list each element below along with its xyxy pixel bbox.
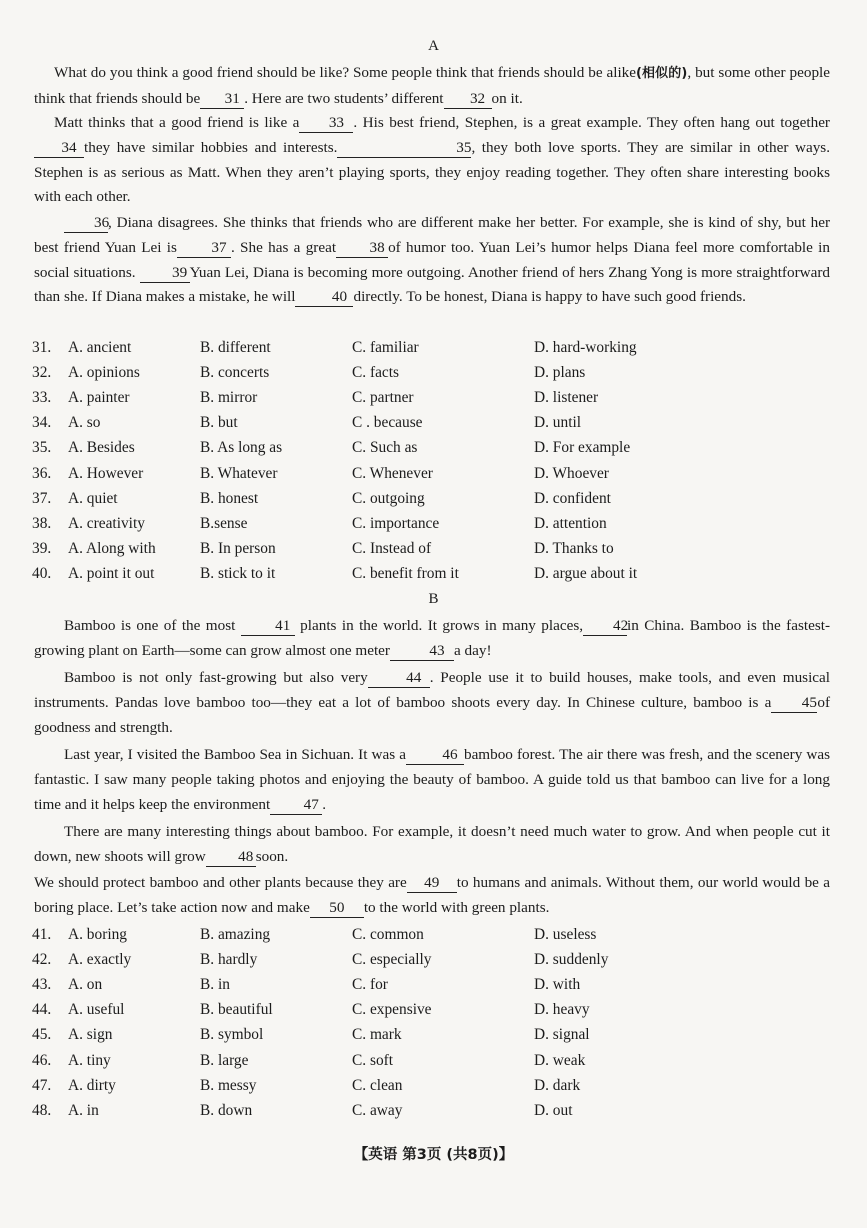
blank-42: 42 — [583, 617, 627, 636]
option-b: B. mirror — [200, 388, 258, 406]
option-row — [32, 947, 832, 972]
option-d: D. weak — [534, 1051, 586, 1069]
blank-49: 49 — [407, 874, 457, 893]
option-c: C. outgoing — [352, 489, 425, 507]
option-d: D. plans — [534, 363, 586, 381]
blank-32: 32 — [444, 90, 492, 109]
option-c: C. partner — [352, 388, 414, 406]
option-c: C. familiar — [352, 338, 419, 356]
question-number: 31. — [32, 338, 52, 356]
blank-34: 34 — [34, 139, 84, 158]
option-d: D. heavy — [534, 1001, 590, 1019]
blank-48: 48 — [206, 848, 256, 867]
question-number: 48. — [32, 1101, 52, 1119]
section-b-paragraph-4: There are many interesting things about bamboo. For example, it doesn’t need much water to grow. And when people cut it down, new shoots will grow 48 soon. — [34, 823, 830, 865]
option-d: D. signal — [534, 1026, 590, 1044]
question-number: 42. — [32, 950, 52, 968]
question-number: 40. — [32, 565, 52, 583]
question-number: 47. — [32, 1076, 52, 1094]
section-a-paragraph-2: Matt thinks that a good friend is like a 33 . His best friend, Stephen, is a great example. They often hang out together34 they have similar hobbies and interests. 35, they both love sports. They are similar in other ways. Stephen is as serious as Matt. When they aren’t playing sports, they enjoy reading together. They often share interesting books with each other. — [34, 114, 830, 206]
option-d: D. out — [534, 1101, 573, 1119]
option-row — [32, 922, 832, 947]
option-a: A. Along with — [68, 540, 156, 558]
options-table-a — [32, 335, 832, 587]
option-a: A. tiny — [68, 1051, 111, 1069]
option-d: D. listener — [534, 388, 599, 406]
option-row — [32, 972, 832, 997]
section-a-title: A — [428, 38, 439, 54]
question-number: 39. — [32, 540, 52, 558]
option-b: B. amazing — [200, 925, 271, 943]
option-d: D. hard-working — [534, 338, 637, 356]
section-b-paragraph-5: We should protect bamboo and other plants because they are 49 to humans and animals. Without them, our world would be a boring place. Let’s take action now and make 50 to the world with green plants. — [34, 874, 830, 916]
option-row — [32, 385, 832, 410]
option-a: A. useful — [68, 1001, 125, 1019]
option-row — [32, 411, 832, 436]
blank-47: 47 — [270, 796, 322, 815]
option-row — [32, 998, 832, 1023]
question-number: 35. — [32, 439, 52, 457]
question-number: 41. — [32, 925, 52, 943]
option-c: C. facts — [352, 363, 400, 381]
option-a: A. Besides — [68, 439, 135, 457]
option-row — [32, 360, 832, 385]
option-row — [32, 1098, 832, 1123]
blank-35: 35 — [337, 139, 471, 158]
option-row — [32, 335, 832, 360]
option-a: A. sign — [68, 1026, 113, 1044]
blank-40: 40 — [295, 288, 353, 307]
option-d: D. Whoever — [534, 464, 609, 482]
option-row — [32, 511, 832, 536]
blank-41: 41 — [241, 617, 295, 636]
option-c: C. especially — [352, 950, 432, 968]
option-d: D. until — [534, 414, 582, 432]
option-c: C. for — [352, 975, 388, 993]
blank-36: 36 — [64, 214, 108, 233]
option-c: C. mark — [352, 1026, 402, 1044]
blank-45: 45 — [771, 694, 817, 713]
option-c: C. Such as — [352, 439, 418, 457]
question-number: 36. — [32, 464, 52, 482]
option-row — [32, 1048, 832, 1073]
option-b: B. different — [200, 338, 271, 356]
option-b: B. As long as — [200, 439, 283, 457]
option-b: B. stick to it — [200, 565, 276, 583]
question-number: 44. — [32, 1001, 52, 1019]
option-c: C. soft — [352, 1051, 394, 1069]
option-row — [32, 486, 832, 511]
option-row — [32, 1073, 832, 1098]
option-b: B. messy — [200, 1076, 257, 1094]
blank-38: 38 — [336, 239, 388, 258]
option-row — [32, 1023, 832, 1048]
option-a: A. boring — [68, 925, 127, 943]
blank-43: 43 — [390, 642, 454, 661]
option-b: B. honest — [200, 489, 259, 507]
option-a: A. in — [68, 1101, 99, 1119]
blank-46: 46 — [406, 746, 464, 765]
option-b: B.sense — [200, 514, 248, 532]
option-c: C. Instead of — [352, 540, 432, 558]
question-number: 32. — [32, 363, 52, 381]
option-row — [32, 562, 832, 587]
section-a-paragraph-3: 36, Diana disagrees. She thinks that friends who are different make her better. For example, she is kind of shy, but her best friend Yuan Lei is 37 . She has a great 38 of humor too. Yuan Lei’s humor helps Diana feel more comfortable in social situations. 39 Yuan Lei, Diana is becoming more outgoing. Another friend of hers Zhang Yong is more straightforward than she. If Diana makes a mistake, he will 40 directly. To be honest, Diana is happy to have such good friends. — [34, 214, 830, 306]
page-footer: 【英语 第3页 (共8页)】 — [353, 1147, 514, 1163]
option-c: C. importance — [352, 514, 440, 532]
question-number: 45. — [32, 1026, 52, 1044]
option-c: C. common — [352, 925, 424, 943]
option-a: A. opinions — [68, 363, 140, 381]
section-a-paragraph-1: What do you think a good friend should be like? Some people think that friends should be alike(相似的), but some other people think that friends should be 31 . Here are two students’ different 32 on it. — [34, 64, 830, 107]
blank-33: 33 — [299, 114, 353, 133]
option-d: D. Thanks to — [534, 540, 614, 558]
option-b: B. large — [200, 1051, 249, 1069]
blank-50: 50 — [310, 899, 364, 918]
option-b: B. concerts — [200, 363, 270, 381]
option-d: D. For example — [534, 439, 631, 457]
option-a: A. However — [68, 464, 144, 482]
option-a: A. so — [68, 414, 101, 432]
option-d: D. suddenly — [534, 950, 609, 968]
option-d: D. useless — [534, 925, 597, 943]
option-a: A. quiet — [68, 489, 118, 507]
option-a: A. creativity — [68, 514, 145, 532]
option-a: A. dirty — [68, 1076, 116, 1094]
question-number: 43. — [32, 975, 52, 993]
question-number: 34. — [32, 414, 52, 432]
option-a: A. point it out — [68, 565, 155, 583]
option-a: A. exactly — [68, 950, 132, 968]
option-c: C. clean — [352, 1076, 403, 1094]
option-a: A. on — [68, 975, 103, 993]
option-b: B. in — [200, 975, 230, 993]
option-b: B. symbol — [200, 1026, 264, 1044]
option-row — [32, 436, 832, 461]
section-b-paragraph-1: Bamboo is one of the most 41 plants in the world. It grows in many places, 42in China. Bamboo is the fastest-growing plant on Earth—some can grow almost one meter 43 a day! — [34, 617, 831, 659]
option-row — [32, 537, 832, 562]
option-d: D. attention — [534, 514, 607, 532]
option-d: D. with — [534, 975, 581, 993]
blank-39: 39 — [140, 264, 190, 283]
question-number: 37. — [32, 489, 52, 507]
option-b: B. Whatever — [200, 464, 278, 482]
option-c: C. expensive — [352, 1001, 432, 1019]
option-b: B. but — [200, 414, 238, 432]
question-number: 33. — [32, 388, 52, 406]
section-b-title: B — [428, 591, 439, 607]
blank-44: 44 — [368, 669, 430, 688]
option-a: A. painter — [68, 388, 130, 406]
option-b: B. down — [200, 1101, 253, 1119]
option-d: D. argue about it — [534, 565, 638, 583]
options-table-b — [32, 922, 832, 1124]
option-a: A. ancient — [68, 338, 132, 356]
option-c: C . because — [352, 414, 423, 432]
question-number: 38. — [32, 514, 52, 532]
option-b: B. beautiful — [200, 1001, 273, 1019]
blank-37: 37 — [177, 239, 231, 258]
option-c: C. away — [352, 1101, 403, 1119]
blank-31: 31 — [200, 90, 244, 109]
option-d: D. confident — [534, 489, 611, 507]
option-d: D. dark — [534, 1076, 581, 1094]
option-c: C. benefit from it — [352, 565, 459, 583]
question-number: 46. — [32, 1051, 52, 1069]
option-c: C. Whenever — [352, 464, 433, 482]
option-b: B. In person — [200, 540, 276, 558]
section-b-paragraph-3: Last year, I visited the Bamboo Sea in Sichuan. It was a 46 bamboo forest. The air there was fresh, and the scenery was fantastic. I saw many people taking photos and enjoying the beauty of bamboo. A guide told us that bamboo can live for a long time and it helps keep the environment 47 . — [34, 746, 830, 813]
option-b: B. hardly — [200, 950, 258, 968]
section-b-paragraph-2: Bamboo is not only fast-growing but also very 44 . People use it to build houses, make tools, and even musical instruments. Pandas love bamboo too—they eat a lot of bamboo shoots every day. In Chinese culture, bamboo is a 45of goodness and strength. — [34, 669, 830, 736]
option-row — [32, 461, 832, 486]
